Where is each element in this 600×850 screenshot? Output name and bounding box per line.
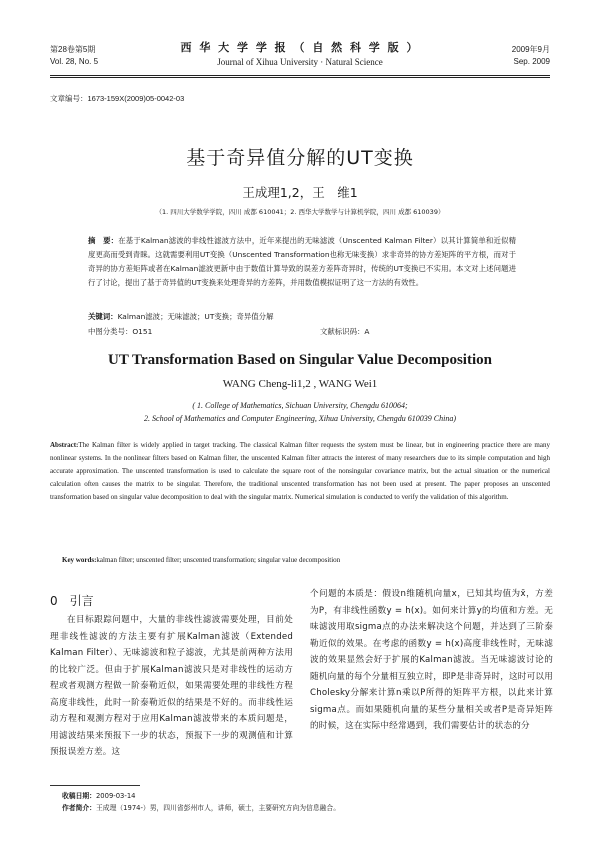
section-heading bbox=[50, 592, 106, 609]
footnote-rule bbox=[50, 785, 140, 786]
bio-label: 作者简介： bbox=[62, 804, 96, 812]
header-journal bbox=[150, 40, 450, 70]
header-rule-second bbox=[50, 77, 550, 78]
header-rule bbox=[50, 75, 550, 76]
authors-cn: 王成理1,2，王 维1 bbox=[242, 185, 358, 200]
title-en: UT Transformation Based on Singular Value Decomposition bbox=[108, 352, 492, 368]
section-title: 引言 bbox=[69, 594, 94, 608]
received-date: 2009-03-14 bbox=[95, 792, 136, 800]
keywords-cn-label: 关键词： bbox=[88, 312, 118, 321]
header-volume bbox=[50, 44, 98, 68]
journal-en: Journal of Xihua University · Natural Science bbox=[217, 57, 383, 67]
abstract-cn-text: 在基于Kalman滤波的非线性滤波方法中，近年来提出的无味滤波（Unscented Kalman Filter）以其计算简单和近似精度更高而受到青睐。这就需要利用UT变换（Unscented Transformation也称无味变换）求非奇异的协方差矩阵的平方根，而对于奇异的协方差矩阵或者在Kalman滤波更新中由于数值计算导致的误差方差阵奇异时，传统的UT变换已不实用。本文对上述问题进行了讨论，提出了基于奇异值的UT变换来处理奇异的方差阵，并用数值模拟证明了这一方法的有效性。 bbox=[88, 236, 516, 287]
abstract-cn bbox=[88, 234, 516, 290]
header-date bbox=[512, 44, 550, 68]
date-cn: 2009年9月 bbox=[511, 45, 550, 54]
classification: 中图分类号：O151 bbox=[88, 327, 153, 336]
authors-en: WANG Cheng-li1,2 , WANG Wei1 bbox=[222, 378, 378, 390]
body-column-right: 个问题的本质是：假设n维随机向量x，已知其均值为x̄，方差为P，有非线性函数y = h(x)。如何来计算y的均值和方差。无味滤波用取sigma点的办法来解决这个问题，并达到了三阶泰勒近似的效果。在考虑的函数y = h(x)高度非线性时，无味滤波的效果显然会好于扩展的Kalman滤波。当无味滤波讨论的随机向量的每个分量相互独立时，即P是非奇异时，这时可以用Cholesky分解来计算n乘以P所得的矩阵平方根，以此来计算sigma点。而如果随机向量的某些分量相关或者P是奇异矩阵的时候，这在实际中经常遇到，我们需要估计的状态的分 bbox=[310, 589, 553, 731]
abstract-en-label: Abstract: bbox=[50, 441, 79, 449]
section-number: 0 bbox=[50, 594, 58, 608]
volume-cn: 第28卷第5期 bbox=[50, 45, 96, 54]
affiliation-en bbox=[50, 399, 550, 425]
affiliation-en-line-2: 2. School of Mathematics and Computer Engineering, Xihua University, Chengdu 610039 China) bbox=[144, 414, 456, 423]
document-code: 文献标识码：A bbox=[320, 327, 370, 336]
affiliation-cn: （1. 四川大学数学学院，四川 成都 610041；2. 西华大学数学与计算机学院，四川 成都 610039） bbox=[155, 208, 445, 216]
footnote bbox=[62, 790, 340, 814]
keywords-en bbox=[62, 556, 340, 564]
affiliation-en-line-1: ( 1. College of Mathematics, Sichuan University, Chengdu 610064; bbox=[192, 401, 408, 410]
abstract-cn-label: 摘 要： bbox=[88, 236, 119, 245]
bio-text: 王成理（1974-）男，四川省彭州市人，讲师，硕士，主要研究方向为信息融合。 bbox=[95, 804, 341, 812]
body-column-left: 在目标跟踪问题中，大量的非线性滤波需要处理，目前处理非线性滤波的方法主要有扩展Kalman滤波（Extended Kalman Filter）、无味滤波和粒子滤波，尤其是前两种方法用的比较广泛。但由于扩展Kalman滤波只是对非线性的运动方程或者观测方程做一阶泰勒近似，如果需要处理的非线性方程高度非线性，此时一阶泰勒近似的结果是不好的。而非线性运动方程和观测方程对于应用Kalman滤波带来的本质问题是，用滤波结果来预报下一步的状态，预报下一步的观测值和计算预报误差方差。这 bbox=[50, 615, 293, 757]
article-number: 文章编号：1673-159X(2009)05-0042-03 bbox=[50, 94, 185, 103]
received-label: 收稿日期： bbox=[62, 792, 96, 800]
keywords-cn bbox=[88, 311, 516, 322]
volume-en: Vol. 28, No. 5 bbox=[50, 57, 99, 66]
abstract-en-text: The Kalman filter is widely applied in target tracking. The classical Kalman filter requests the system must be linear, but in engineering practice there are many nonlinear systems. In the nonlinear filters based on Kalman filter, the unscented Kalman filter attracts the interest of many researchers due to its simple computation and high accurate approximation. The unscented transformation is used to calculate the square root of the nonsingular covariance matrix, but the actual situation or the numerical calculation often causes the matrix to be singular. Therefore, the traditional unscented transformation has not been used at present. The paper proposes an unscented transformation based on singular value decomposition to deal with the singular matrix. Numerical simulation is conducted to verify the validation of this algorithm. bbox=[50, 441, 550, 501]
keywords-en-text: kalman filter; unscented filter; unscented transformation; singular value decomposition bbox=[96, 556, 341, 564]
journal-cn: 西 华 大 学 学 报 （ 自 然 科 学 版 ） bbox=[180, 41, 420, 54]
keywords-en-label: Key words: bbox=[62, 556, 97, 564]
footnote-bio bbox=[62, 802, 340, 814]
abstract-en bbox=[50, 439, 550, 504]
footnote-received bbox=[62, 790, 340, 802]
title-cn: 基于奇异值分解的UT变换 bbox=[186, 147, 414, 169]
date-en: Sep. 2009 bbox=[513, 57, 550, 66]
keywords-cn-text: Kalman滤波；无味滤波；UT变换；奇异值分解 bbox=[117, 312, 274, 321]
